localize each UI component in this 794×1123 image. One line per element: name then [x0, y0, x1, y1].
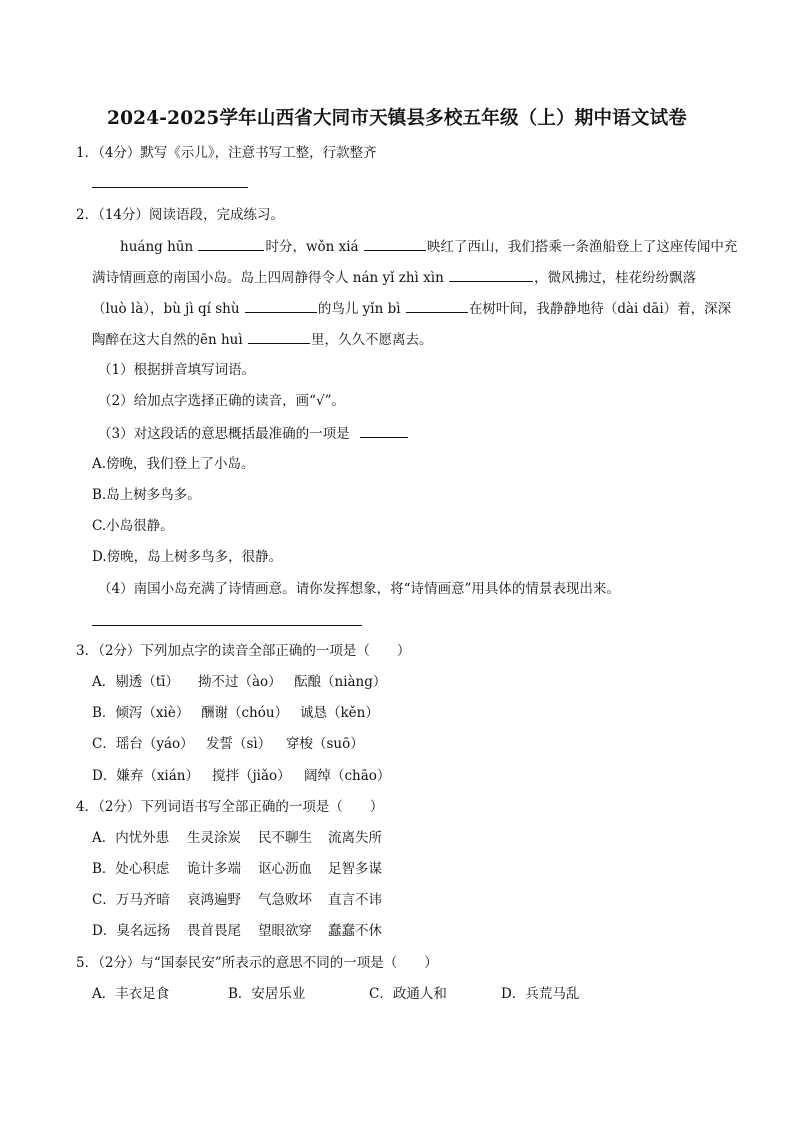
q3-option-b[interactable]: [92, 703, 379, 723]
q2-text: （luò là），bù jì qí shù: [92, 301, 244, 317]
exam-title: 2024-2025学年山西省大同市天镇县多校五年级（上）期中语文试卷: [107, 108, 687, 129]
q4-option-c[interactable]: [92, 890, 382, 910]
q2-option-a[interactable]: A.傍晚，我们登上了小岛。: [92, 456, 255, 472]
q3-stem: 3．（2分）下列加点字的读音全部正确的一项是（ ）: [76, 643, 411, 659]
q4-item: 民不聊生: [258, 830, 312, 846]
q4-item: D．臭名远扬: [92, 923, 171, 939]
q4-item: 望眼欲穿: [258, 923, 312, 939]
q3-option-d[interactable]: [92, 766, 390, 786]
q4-option-a[interactable]: [92, 828, 382, 848]
q2-text: 满诗情画意的南国小岛。岛上四周静得令人 nán yǐ zhì xìn: [92, 270, 449, 286]
q4-item: C．万马齐暗: [92, 892, 170, 908]
q3-item: C．瑶台（yáo）: [92, 736, 194, 752]
q2-sub-3: [98, 423, 409, 444]
q5-option-c[interactable]: C．政通人和: [369, 986, 447, 1002]
q2-text: huáng hūn: [120, 239, 198, 255]
q3-option-a[interactable]: [92, 672, 386, 692]
q3-item: 穿梭（suō）: [286, 736, 364, 752]
q4-item: 畏首畏尾: [187, 923, 241, 939]
q2-blank-1[interactable]: [198, 236, 264, 251]
q4-item: 气急败坏: [258, 892, 312, 908]
q4-item: 讴心沥血: [258, 861, 312, 877]
q4-item: A．内忧外患: [92, 830, 170, 846]
q3-item: 搅拌（jiǎo）: [212, 768, 291, 784]
q2-option-b[interactable]: B.岛上树多鸟多。: [92, 487, 201, 503]
q2-sub-3-text: （3）对这段话的意思概括最准确的一项是: [98, 426, 350, 442]
q2-paragraph-line-4: [92, 329, 432, 350]
q4-item: 生灵涂炭: [187, 830, 241, 846]
q5-option-a[interactable]: A．丰衣足食: [92, 986, 170, 1002]
q2-text: ，微风拂过，桂花纷纷飘落: [534, 270, 697, 286]
q3-item: 发誓（sì）: [206, 736, 272, 752]
q3-item: 阔绰（chāo）: [304, 768, 391, 784]
q1-answer-line[interactable]: [92, 187, 248, 188]
q4-item: 直言不讳: [328, 892, 382, 908]
q2-sub-4-answer-line[interactable]: [92, 625, 362, 626]
q4-item: B．处心积虑: [92, 861, 170, 877]
q2-blank-5[interactable]: [406, 298, 468, 313]
q4-item: 流离失所: [328, 830, 382, 846]
q4-option-b[interactable]: [92, 859, 382, 879]
q2-option-c[interactable]: C.小岛很静。: [92, 518, 174, 534]
q2-sub-3-blank[interactable]: [360, 423, 408, 438]
q3-item: 酬谢（chóu）: [201, 705, 289, 721]
q2-paragraph-line-3: [92, 298, 731, 319]
q5-option-b[interactable]: B．安居乐业: [228, 986, 306, 1002]
q4-option-d[interactable]: [92, 921, 382, 941]
q3-item: B．倾泻（xiè）: [92, 705, 190, 721]
q3-item: D．嫌弃（xián）: [92, 768, 199, 784]
q1-stem: 1．（4分）默写《示儿》，注意书写工整，行款整齐: [76, 145, 377, 161]
q4-item: 哀鸿遍野: [187, 892, 241, 908]
q2-sub-4: （4）南国小岛充满了诗情画意。请你发挥想象，将“诗情画意”用具体的情景表现出来。: [98, 581, 620, 597]
q2-text: 时分，wǒn xiá: [265, 239, 363, 255]
q3-item: 拗不过（ào）: [198, 674, 282, 690]
q4-item: 诡计多端: [187, 861, 241, 877]
q2-blank-2[interactable]: [364, 236, 426, 251]
q2-text: 的鸟儿 yǐn bì: [317, 301, 405, 317]
q2-paragraph-line-2: [92, 267, 696, 288]
q2-text: 里，久久不愿离去。: [310, 332, 433, 348]
q2-blank-6[interactable]: [248, 329, 310, 344]
q3-item: A．剔透（tī）: [92, 674, 179, 690]
q2-text: 在树叶间，我静静地待（dài dāi）着，深深: [468, 301, 732, 317]
q2-text: 映红了西山，我们搭乘一条渔船登上了这座传闻中充: [426, 239, 738, 255]
q3-option-c[interactable]: [92, 734, 364, 754]
q5-option-d[interactable]: D．兵荒马乱: [501, 986, 580, 1002]
q3-item: 诚恳（kěn）: [300, 705, 379, 721]
q2-sub-2: （2）给加点字选择正确的读音，画“√”。: [98, 393, 345, 409]
q5-options: [92, 984, 579, 1004]
q2-blank-4[interactable]: [245, 298, 317, 313]
q2-sub-1: （1）根据拼音填写词语。: [98, 362, 256, 378]
q2-option-d[interactable]: D.傍晚，岛上树多鸟多，很静。: [92, 549, 283, 565]
q4-item: 蠢蠢不休: [328, 923, 382, 939]
q2-stem: 2．（14分）阅读语段，完成练习。: [76, 207, 285, 223]
q2-blank-3[interactable]: [449, 267, 533, 282]
q4-item: 足智多谋: [328, 861, 382, 877]
q5-stem: 5．（2分）与“国泰民安”所表示的意思不同的一项是（ ）: [76, 955, 438, 971]
q3-item: 酝酿（niàng）: [294, 674, 387, 690]
q2-paragraph-line-1: [120, 236, 737, 257]
q2-text: 陶醉在这大自然的ēn huì: [92, 332, 247, 348]
q4-stem: 4．（2分）下列词语书写全部正确的一项是（ ）: [76, 799, 384, 815]
